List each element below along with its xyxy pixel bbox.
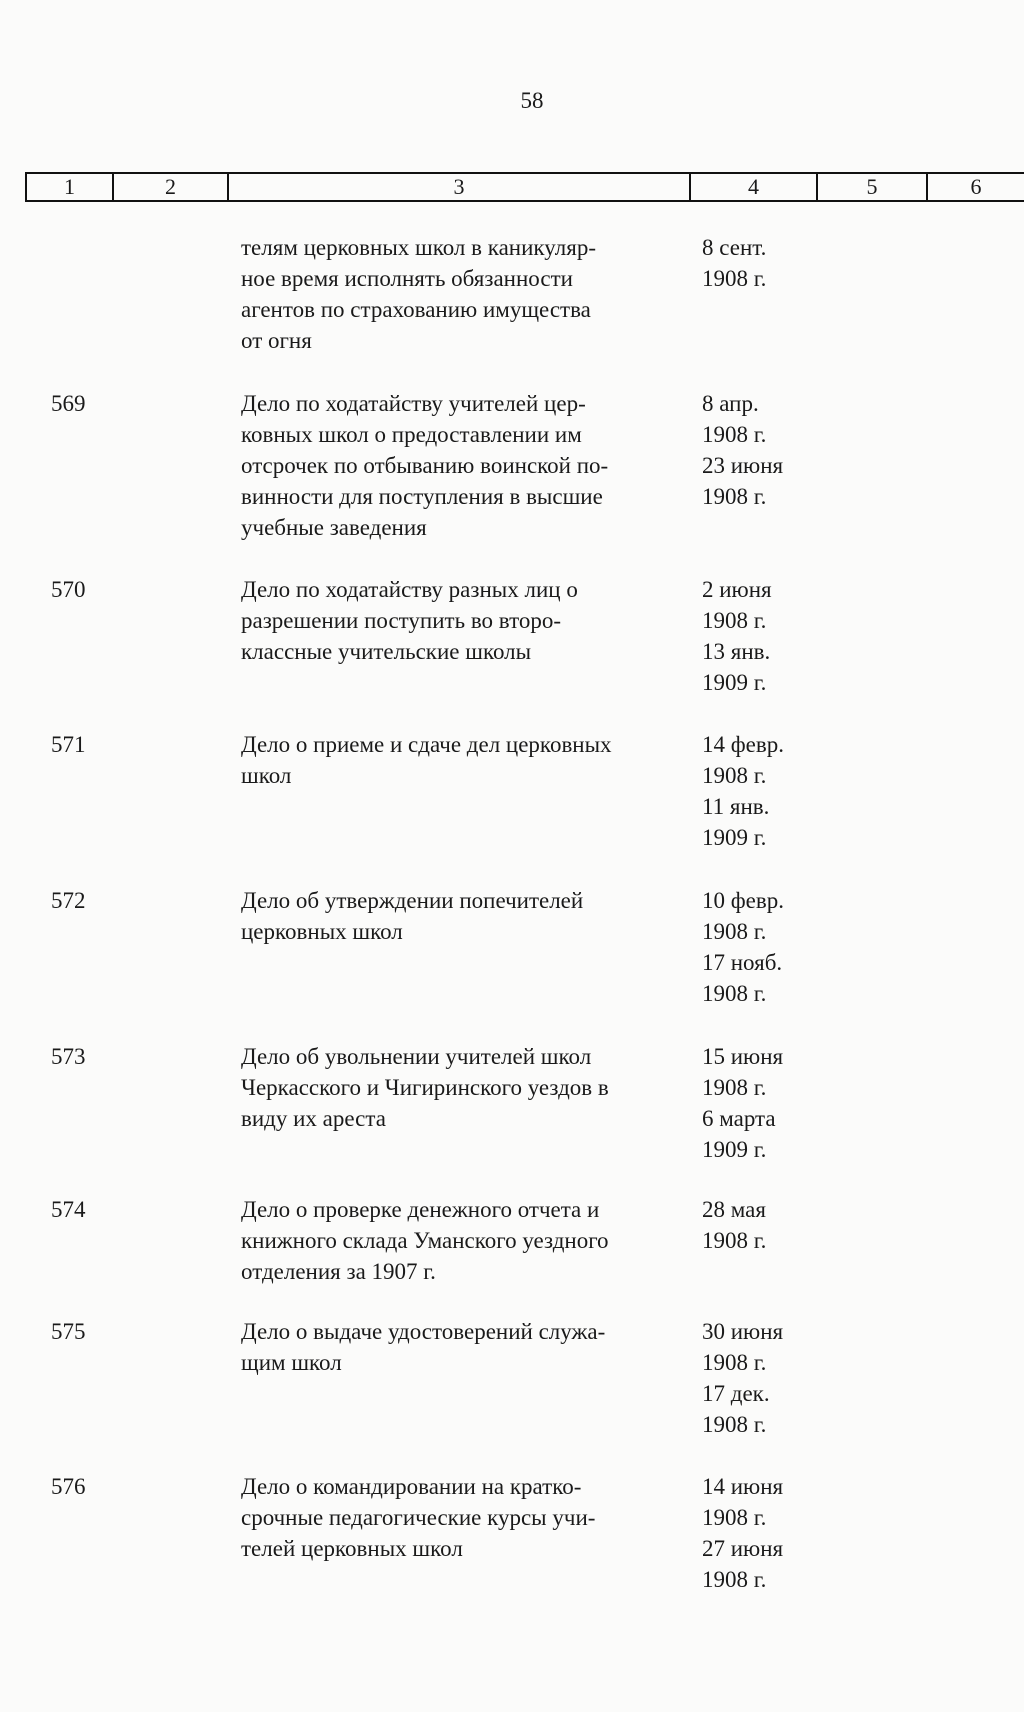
entry-number: 569: [51, 391, 86, 416]
entry-dates: [702, 729, 832, 853]
entry-number: 570: [51, 577, 86, 602]
entry-description: [241, 1041, 681, 1134]
entry-description: [241, 729, 681, 791]
page-number: 58: [520, 88, 544, 113]
date-line: 17 дек.: [702, 1381, 770, 1406]
description-line: школ: [241, 763, 292, 788]
date-line: 2 июня: [702, 577, 772, 602]
description-line: Дело об увольнении учителей школ: [241, 1044, 592, 1069]
column-header-5: 5: [818, 174, 928, 200]
date-line: 1909 г.: [702, 670, 767, 695]
entry-dates: [702, 1471, 832, 1595]
date-line: 1909 г.: [702, 1137, 767, 1162]
description-line: Дело по ходатайству разных лиц о: [241, 577, 578, 602]
description-line: Дело об утверждении попечителей: [241, 888, 584, 913]
entry-description: [241, 388, 681, 543]
date-line: 1908 г.: [702, 1350, 767, 1375]
date-line: 1908 г.: [702, 1567, 767, 1592]
date-line: 1908 г.: [702, 1412, 767, 1437]
date-line: 10 февр.: [702, 888, 784, 913]
description-line: агентов по страхованию имущества: [241, 297, 591, 322]
date-line: 1908 г.: [702, 422, 767, 447]
entry-description: [241, 232, 681, 356]
date-line: 1908 г.: [702, 919, 767, 944]
entry-number: 571: [51, 732, 86, 757]
description-line: телей церковных школ: [241, 1536, 463, 1561]
date-line: 1908 г.: [702, 608, 767, 633]
description-line: Дело о командировании на кратко-: [241, 1474, 582, 1499]
date-line: 8 апр.: [702, 391, 759, 416]
description-line: телям церковных школ в каникуляр-: [241, 235, 596, 260]
column-header-1: 1: [27, 174, 114, 200]
date-line: 13 янв.: [702, 639, 771, 664]
description-line: Дело о выдаче удостоверений служа-: [241, 1319, 606, 1344]
date-line: 1908 г.: [702, 266, 767, 291]
entry-description: [241, 1471, 681, 1564]
date-line: 27 июня: [702, 1536, 784, 1561]
description-line: Дело по ходатайству учителей цер-: [241, 391, 586, 416]
entry-description: [241, 1316, 681, 1378]
column-header-row: [25, 172, 1024, 202]
date-line: 1908 г.: [702, 981, 767, 1006]
description-line: отсрочек по отбыванию воинской по-: [241, 453, 609, 478]
entry-description: [241, 574, 681, 667]
date-line: 14 февр.: [702, 732, 784, 757]
entry-number: 572: [51, 888, 86, 913]
entry-dates: [702, 388, 832, 512]
entry-number: 574: [51, 1197, 86, 1222]
date-line: 15 июня: [702, 1044, 784, 1069]
date-line: 1909 г.: [702, 825, 767, 850]
description-line: от огня: [241, 328, 312, 353]
description-line: Черкасского и Чигиринского уездов в: [241, 1075, 609, 1100]
entry-dates: [702, 232, 832, 294]
description-line: ное время исполнять обязанности: [241, 266, 573, 291]
description-line: срочные педагогические курсы учи-: [241, 1505, 596, 1530]
description-line: церковных школ: [241, 919, 403, 944]
date-line: 17 нояб.: [702, 950, 783, 975]
description-line: учебные заведения: [241, 515, 427, 540]
description-line: отделения за 1907 г.: [241, 1259, 436, 1284]
entry-dates: [702, 1316, 832, 1440]
entry-number: 576: [51, 1474, 86, 1499]
date-line: 6 марта: [702, 1106, 776, 1131]
entry-dates: [702, 574, 832, 698]
description-line: Дело о проверке денежного отчета и: [241, 1197, 600, 1222]
column-header-2: 2: [114, 174, 229, 200]
date-line: 28 мая: [702, 1197, 766, 1222]
date-line: 30 июня: [702, 1319, 784, 1344]
description-line: виду их ареста: [241, 1106, 386, 1131]
date-line: 8 сент.: [702, 235, 767, 260]
description-line: ковных школ о предоставлении им: [241, 422, 582, 447]
entry-dates: [702, 1041, 832, 1165]
entry-number: 575: [51, 1319, 86, 1344]
date-line: 1908 г.: [702, 763, 767, 788]
description-line: разрешении поступить во второ-: [241, 608, 561, 633]
date-line: 23 июня: [702, 453, 784, 478]
column-header-6: 6: [970, 174, 982, 199]
entry-dates: [702, 1194, 832, 1256]
date-line: 1908 г.: [702, 1228, 767, 1253]
column-header-3: 3: [229, 174, 691, 200]
description-line: винности для поступления в высшие: [241, 484, 603, 509]
date-line: 1908 г.: [702, 1075, 767, 1100]
entry-dates: [702, 885, 832, 1009]
date-line: 1908 г.: [702, 1505, 767, 1530]
date-line: 14 июня: [702, 1474, 784, 1499]
entry-description: [241, 885, 681, 947]
description-line: Дело о приеме и сдаче дел церковных: [241, 732, 612, 757]
entry-number: 573: [51, 1044, 86, 1069]
description-line: щим школ: [241, 1350, 342, 1375]
entry-description: [241, 1194, 681, 1287]
date-line: 11 янв.: [702, 794, 770, 819]
column-header-4: 4: [691, 174, 818, 200]
description-line: книжного склада Уманского уездного: [241, 1228, 609, 1253]
date-line: 1908 г.: [702, 484, 767, 509]
description-line: классные учительские школы: [241, 639, 532, 664]
